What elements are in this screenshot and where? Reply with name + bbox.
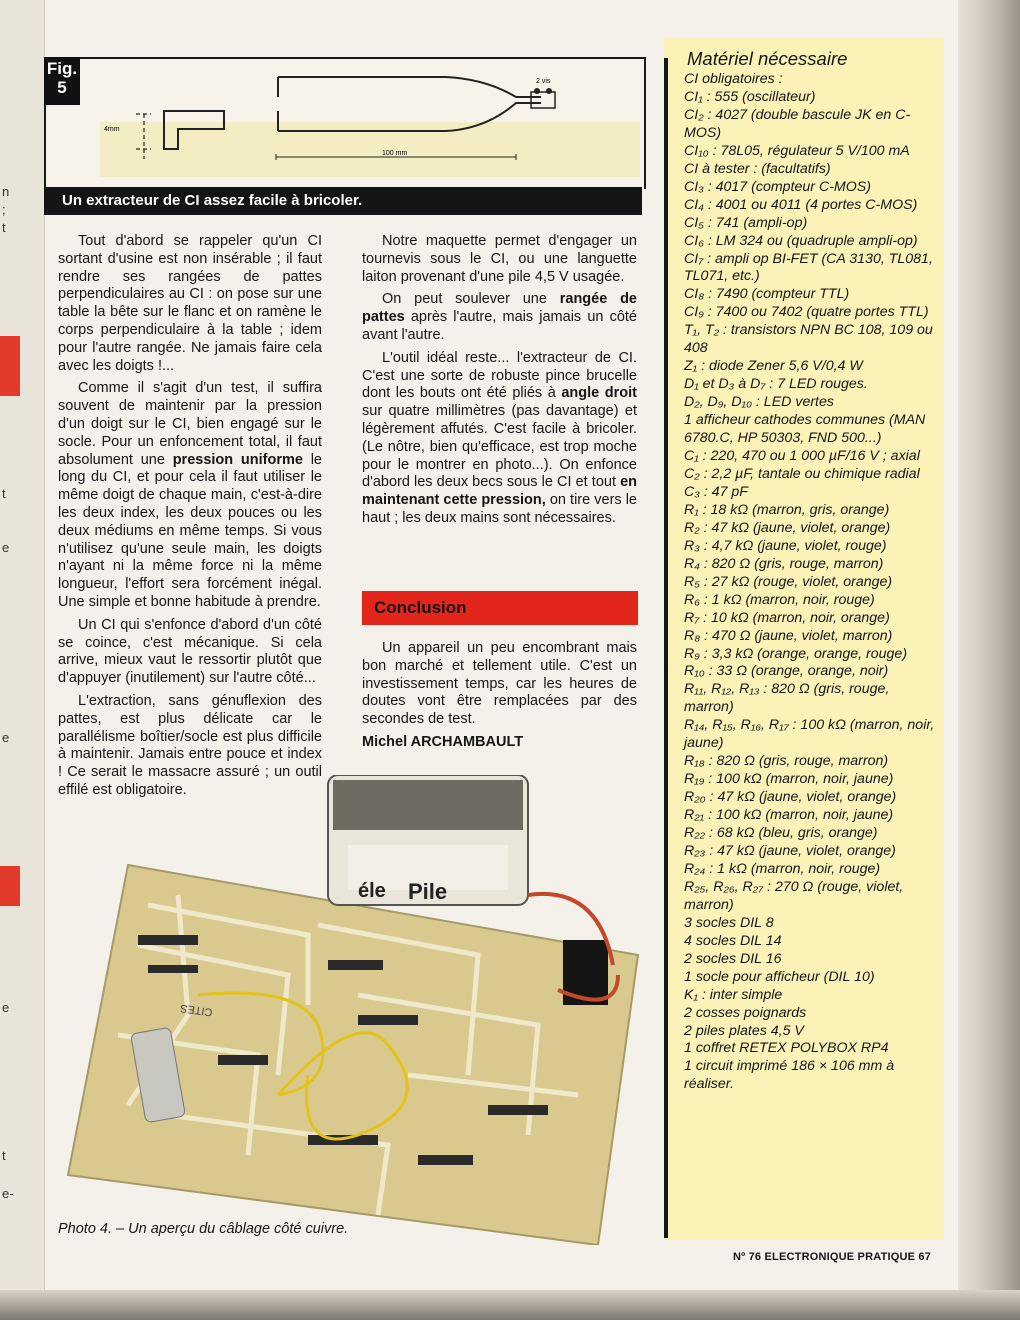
material-item: R₅ : 27 kΩ (rouge, violet, orange) [684, 573, 893, 590]
material-item: C₃ : 47 pF [684, 483, 748, 500]
paragraph: L'outil idéal reste... l'extracteur de CI. C'est une sorte de robuste pince brucelle dont les bouts ont été pliés à angle droit sur quatre millimètres (pas davantage) et légèrement affutés. C'est facile à bricoler. (Le nôtre, bien qu'efficace, est trop moche pour le montrer en photo...). On enfonce d'abord les deux becs sous le CI et tout en maintenant cette pression, on tire vers le haut ; les deux mains sont nécessaires. [362, 349, 637, 526]
text-column-1 [58, 233, 322, 805]
edge-letter: e [2, 540, 10, 555]
previous-page-edge [0, 0, 45, 1320]
edge-letter: e [2, 730, 10, 745]
conclusion-text-block [362, 640, 637, 757]
paragraph: Notre maquette permet d'engager un tournevis sous le CI, ou une languette laiton provenant d'une pile 4,5 V usagée. [362, 233, 637, 285]
material-item: CI₁ : 555 (oscillateur) [684, 88, 816, 105]
material-item: CI à tester : (facultatifs) [684, 160, 831, 177]
paragraph: Tout d'abord se rappeler qu'un CI sortant d'usine est non insérable ; il faut rendre ses rangées de pattes perpendiculaires au CI : on pose sur une table la bête sur le flanc et on ramène le corps perpendiculaire à la table ; idem pour l'autre rangée. Ne jamais faire cela avec les doigts !... [58, 233, 322, 374]
material-item: R₂₃ : 47 kΩ (jaune, violet, orange) [684, 842, 896, 859]
material-item: 1 afficheur cathodes communes (MAN 6780.C, HP 50303, FND 500...) [684, 412, 926, 447]
page-footer: Nº 76 ELECTRONIQUE PRATIQUE 67 [733, 1251, 932, 1263]
extractor-drawing [46, 59, 644, 189]
material-item: R₁₈ : 820 Ω (gris, rouge, marron) [684, 753, 889, 770]
figure-caption: Un extracteur de CI assez facile à bricoler. [44, 187, 642, 215]
material-item: R₁₉ : 100 kΩ (marron, noir, jaune) [684, 771, 894, 788]
material-item: 1 circuit imprimé 186 × 106 mm à réaliser. [684, 1058, 895, 1093]
author-name: Michel ARCHAMBAULT [362, 733, 524, 750]
bold-phrase: pression uniforme [172, 451, 303, 468]
edge-letter: e [2, 1000, 10, 1015]
material-item: R₂₄ : 1 kΩ (marron, noir, rouge) [684, 860, 881, 877]
edge-letter: t [2, 486, 6, 501]
material-item: R₃ : 4,7 kΩ (jaune, violet, rouge) [684, 537, 887, 554]
material-item: R₁ : 18 kΩ (marron, gris, orange) [684, 501, 890, 518]
material-item: R₄ : 820 Ω (gris, rouge, marron) [684, 555, 884, 572]
dimension-100mm: 100 mm [382, 150, 408, 157]
materials-title: Matériel nécessaire [687, 48, 848, 69]
material-item: 2 cosses poignards [684, 1004, 807, 1021]
bottom-shadow [0, 1290, 1020, 1320]
material-item: R₈ : 470 Ω (jaune, violet, marron) [684, 627, 893, 644]
figure-number-badge [44, 57, 80, 105]
photo-caption: Photo 4. – Un aperçu du câblage côté cuivre. [58, 1221, 349, 1237]
materials-list [684, 71, 942, 1094]
dimension-4mm: 4mm [104, 126, 120, 133]
material-item: R₂₀ : 47 kΩ (jaune, violet, orange) [684, 789, 897, 806]
material-item: C₂ : 2,2 µF, tantale ou chimique radial [684, 465, 920, 482]
material-item: R₁₁, R₁₂, R₁₃ : 820 Ω (gris, rouge, marron) [684, 681, 890, 716]
material-item: R₂ : 47 kΩ (jaune, violet, orange) [684, 519, 891, 536]
text-column-2 [362, 233, 637, 533]
material-item: Z₁ : diode Zener 5,6 V/0,4 W [684, 358, 863, 375]
bold-phrase: rangée de pattes [362, 291, 637, 326]
material-item: D₂, D₉, D₁₀ : LED vertes [684, 394, 834, 411]
material-item: R₇ : 10 kΩ (marron, noir, orange) [684, 609, 890, 626]
material-item: R₆ : 1 kΩ (marron, noir, rouge) [684, 591, 875, 608]
material-item: CI₉ : 7400 ou 7402 (quatre portes TTL) [684, 304, 929, 321]
material-item: R₁₄, R₁₅, R₁₆, R₁₇ : 100 kΩ (marron, noir, jaune) [684, 717, 935, 752]
material-item: 2 socles DIL 16 [684, 950, 782, 967]
material-item: 4 socles DIL 14 [684, 932, 782, 949]
paragraph: On peut soulever une rangée de pattes après l'autre, mais jamais un côté avant l'autre. [362, 291, 637, 343]
battery-label-small: éle [358, 880, 386, 902]
material-item: CI obligatoires : [684, 71, 783, 87]
edge-letter: e- [2, 1186, 14, 1201]
material-item: D₁ et D₃ à D₇ : 7 LED rouges. [684, 376, 868, 393]
paragraph: L'extraction, sans génuflexion des pattes, est plus délicate car le parallélisme boîtier/socle est plus difficile à maintenir. Jamais entre pouce et index ! Ce serait le massacre assuré ; un outil effilé est obligatoire. [58, 692, 322, 798]
material-item: CI₂ : 4027 (double bascule JK en C-MOS) [684, 106, 911, 141]
material-item: CI₈ : 7490 (compteur TTL) [684, 286, 850, 303]
material-item: R₁₀ : 33 Ω (orange, orange, noir) [684, 663, 889, 680]
material-item: 3 socles DIL 8 [684, 914, 774, 931]
battery-label: Pile [408, 879, 448, 904]
edge-letter: ; [2, 202, 6, 217]
bold-phrase: angle droit [561, 385, 637, 402]
edge-letter: n [2, 184, 10, 199]
material-item: K₁ : inter simple [684, 986, 783, 1003]
bold-phrase: en maintenant cette pression, [362, 474, 637, 509]
figure-label: Fig. [46, 59, 78, 78]
edge-letter: t [2, 220, 6, 235]
material-item: CI₃ : 4017 (compteur C-MOS) [684, 178, 871, 195]
figure-number: 5 [57, 78, 67, 97]
material-item: T₁, T₂ : transistors NPN BC 108, 109 ou 408 [684, 322, 933, 357]
material-item: CI₅ : 741 (ampli-op) [684, 214, 808, 231]
material-item: R₂₁ : 100 kΩ (marron, noir, jaune) [684, 807, 894, 824]
material-item: R₉ : 3,3 kΩ (orange, orange, rouge) [684, 645, 908, 662]
material-item: R₂₅, R₂₆, R₂₇ : 270 Ω (rouge, violet, marron) [684, 878, 904, 913]
paragraph: Un CI qui s'enfonce d'abord d'un côté se coince, c'est mécanique. Si cela arrive, mieux vaut le ressortir plutôt que d'appuyer (inutilement) sur l'autre côté... [58, 616, 322, 687]
material-item: 1 coffret RETEX POLYBOX RP4 [684, 1040, 889, 1057]
conclusion-heading: Conclusion [362, 591, 638, 625]
edge-letter: t [2, 1148, 6, 1163]
red-tab-marker [0, 866, 20, 906]
red-tab-marker [0, 336, 20, 396]
material-item: CI₁₀ : 78L05, régulateur 5 V/100 mA [684, 142, 910, 159]
paragraph: Un appareil un peu encombrant mais bon marché et tellement utile. C'est un investissement temps, car les heures de doutes vont être remplacées par des secondes de test. [362, 640, 637, 728]
dimension-2-screws: 2 vis [536, 78, 551, 85]
material-item: CI₆ : LM 324 ou (quadruple ampli-op) [684, 232, 918, 249]
material-item: CI₄ : 4001 ou 4011 (4 portes C-MOS) [684, 196, 918, 213]
board-marking: CITES [179, 1001, 214, 1018]
material-item: 1 socle pour afficheur (DIL 10) [684, 968, 875, 985]
material-item: R₂₂ : 68 kΩ (bleu, gris, orange) [684, 825, 878, 842]
material-item: 2 piles plates 4,5 V [684, 1022, 804, 1039]
material-item: C₁ : 220, 470 ou 1 000 µF/16 V ; axial [684, 448, 920, 465]
paragraph: Comme il s'agit d'un test, il suffira souvent de maintenir par la pression d'un doigt sur le CI, bien engagé sur le socle. Pour un enfoncement total, il faut absolument une pression uniforme le long du CI, et pour cela il faut utiliser le même doigt de chaque main, c'est-à-dire les deux index, les deux pouces ou les deux médiums en même temps. Si vous n'utilisez qu'une seule main, les doigts n'ayant ni la même force ni la même longueur, l'effort sera forcément inégal. Une simple et bonne habitude à prendre. [58, 380, 322, 610]
material-item: CI₇ : ampli op BI-FET (CA 3130, TL081, TL071, etc.) [684, 250, 933, 285]
binding-shadow [958, 0, 1020, 1320]
circuit-board-photo [58, 775, 668, 1245]
materials-side-rule [664, 58, 668, 1238]
figure-5-diagram [44, 57, 646, 189]
